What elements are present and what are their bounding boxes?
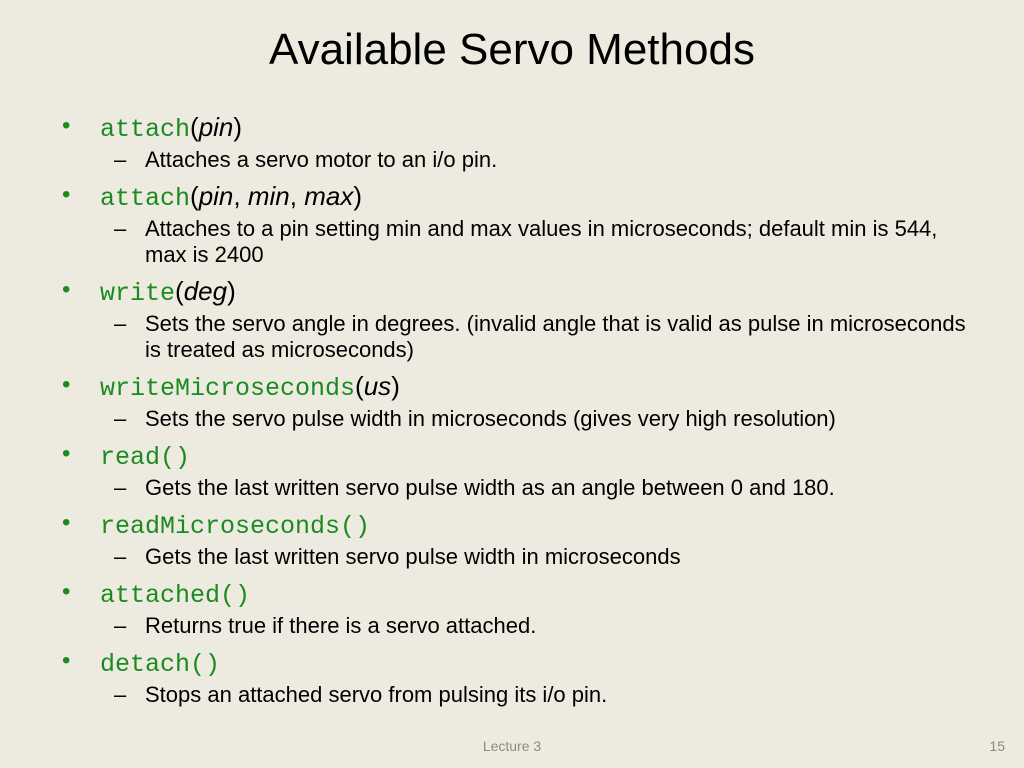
method-item (62, 110, 972, 173)
method-signature (62, 369, 972, 406)
close-paren: ) (227, 276, 236, 306)
method-description (62, 147, 972, 173)
bullet-icon: • (62, 371, 71, 398)
method-arg: deg (183, 276, 228, 306)
method-item (62, 369, 972, 432)
bullet-icon: • (62, 509, 71, 536)
method-item (62, 576, 972, 639)
method-arg: us (363, 371, 392, 401)
description-text: Stops an attached servo from pulsing its i/o pin. (145, 682, 608, 707)
method-signature (62, 645, 972, 682)
method-item (62, 274, 972, 363)
method-item (62, 438, 972, 501)
method-item (62, 507, 972, 570)
bullet-icon: • (62, 578, 71, 605)
method-name: read() (100, 443, 191, 472)
method-name: write (100, 279, 176, 308)
open-paren: ( (190, 112, 199, 142)
dash-icon: – (114, 682, 127, 707)
arg-separator: , (289, 181, 305, 211)
open-paren: ( (355, 371, 364, 401)
bullet-icon: • (62, 276, 71, 303)
bullet-icon: • (62, 440, 71, 467)
method-signature (62, 576, 972, 613)
method-signature (62, 274, 972, 311)
method-name: attach (100, 184, 191, 213)
close-paren: ) (391, 371, 400, 401)
method-arg: max (304, 181, 354, 211)
description-text: Attaches to a pin setting min and max values in microseconds; default min is 544, max is 2400 (145, 216, 938, 267)
method-signature (62, 507, 972, 544)
open-paren: ( (190, 181, 199, 211)
method-arg: pin (198, 112, 234, 142)
method-description (62, 682, 972, 708)
method-name: readMicroseconds() (100, 512, 371, 541)
method-description (62, 406, 972, 432)
method-signature (62, 179, 972, 216)
description-text: Sets the servo angle in degrees. (invalid angle that is valid as pulse in microseconds is treated as microseconds) (145, 311, 966, 362)
method-arg: min (247, 181, 290, 211)
description-text: Returns true if there is a servo attached. (145, 613, 537, 638)
description-text: Sets the servo pulse width in microseconds (gives very high resolution) (145, 406, 836, 431)
method-description (62, 544, 972, 570)
bullet-icon: • (62, 181, 71, 208)
method-name: attach (100, 115, 191, 144)
method-description (62, 613, 972, 639)
method-arg: pin (198, 181, 234, 211)
method-description (62, 216, 972, 268)
dash-icon: – (114, 613, 127, 638)
dash-icon: – (114, 475, 127, 500)
bullet-icon: • (62, 112, 71, 139)
method-name: attached() (100, 581, 251, 610)
method-description (62, 311, 972, 363)
bullet-icon: • (62, 647, 71, 674)
close-paren: ) (233, 112, 243, 142)
dash-icon: – (114, 544, 127, 569)
page-number: 15 (989, 738, 1005, 754)
description-text: Gets the last written servo pulse width in microseconds (145, 544, 681, 569)
methods-list (62, 110, 972, 714)
method-signature (62, 110, 972, 147)
method-name: writeMicroseconds (100, 374, 356, 403)
method-description (62, 475, 972, 501)
arg-separator: , (233, 181, 248, 211)
method-signature (62, 438, 972, 475)
open-paren: ( (175, 276, 184, 306)
method-name: detach() (100, 650, 221, 679)
dash-icon: – (114, 147, 127, 172)
method-item (62, 179, 972, 268)
dash-icon: – (114, 216, 127, 241)
dash-icon: – (114, 406, 127, 431)
slide-title: Available Servo Methods (269, 25, 755, 74)
dash-icon: – (114, 311, 127, 336)
close-paren: ) (353, 181, 362, 211)
method-item (62, 645, 972, 708)
footer-lecture-label: Lecture 3 (482, 738, 542, 754)
description-text: Gets the last written servo pulse width as an angle between 0 and 180. (145, 475, 835, 500)
description-text: Attaches a servo motor to an i/o pin. (145, 147, 498, 172)
